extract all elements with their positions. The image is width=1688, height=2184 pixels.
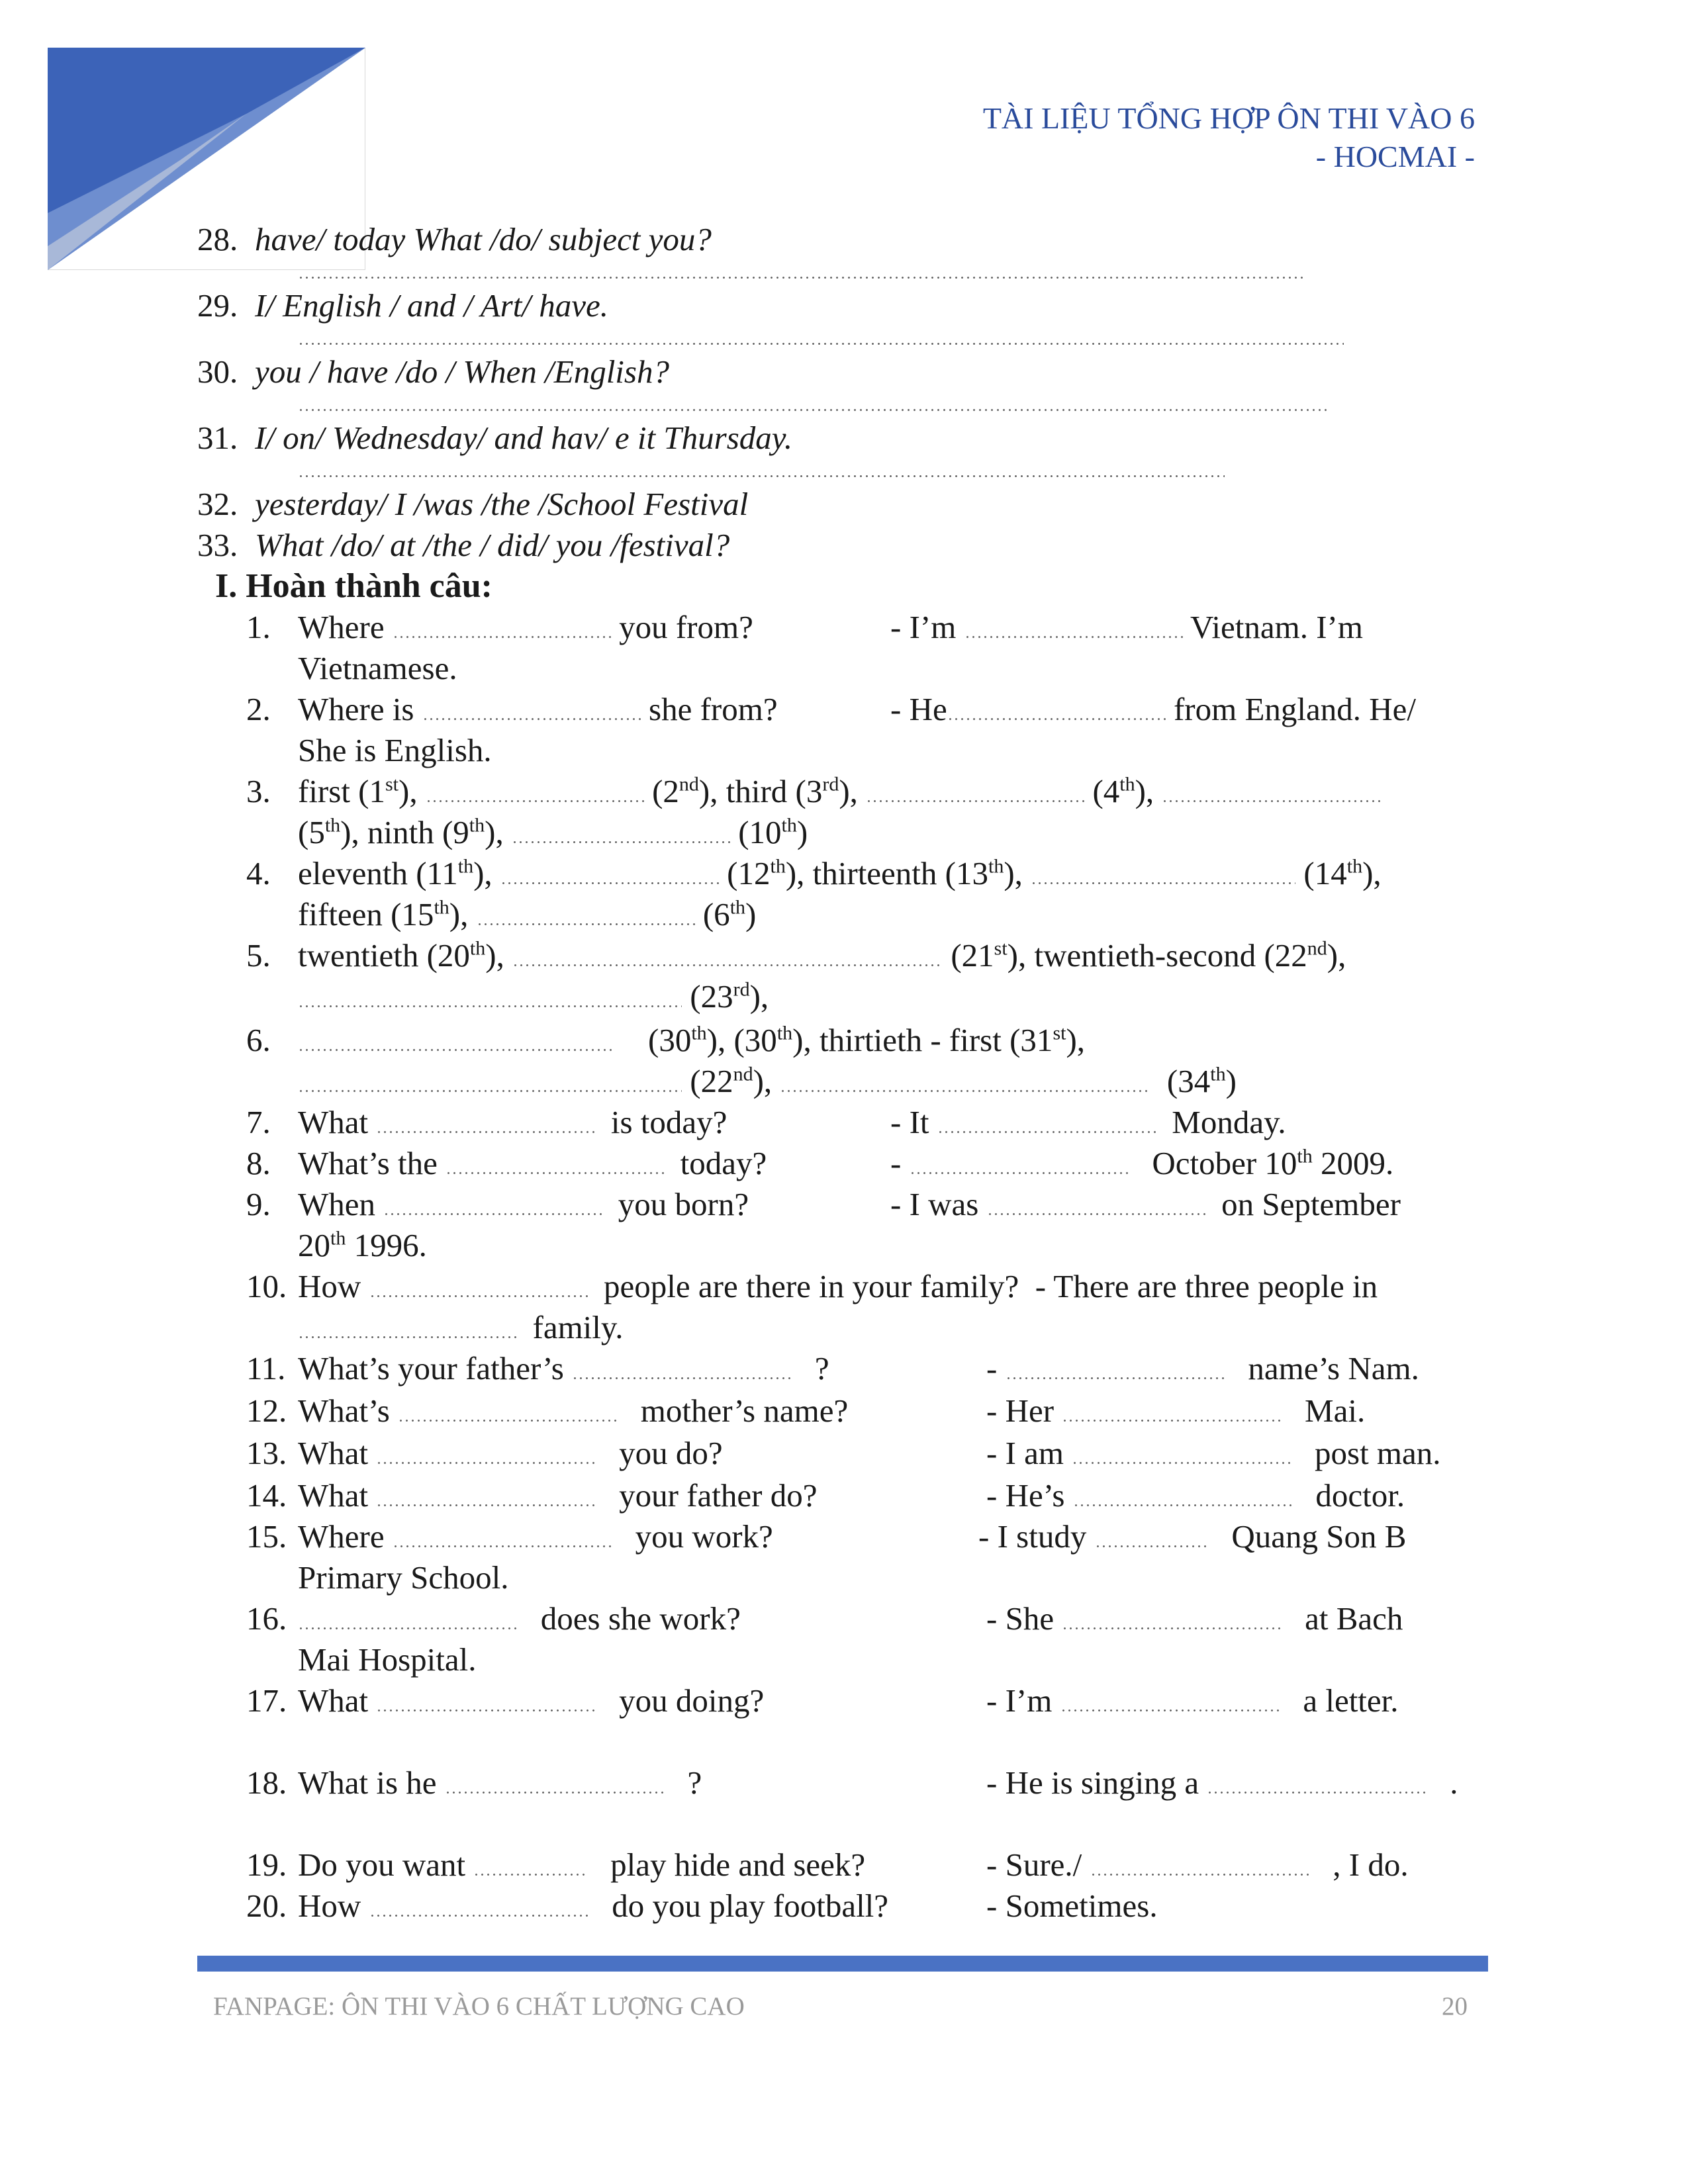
rewrite-prompt: yesterday/ I /was /the /School Festival [255, 486, 749, 522]
item-number: 31. [197, 420, 238, 456]
page-number: 20 [1442, 1992, 1468, 2021]
ordinal-line: (5th), ninth (9th), (10th) [298, 814, 808, 850]
answer-continuation: 20th 1996. [298, 1227, 427, 1263]
question: When you born? [298, 1186, 749, 1222]
blank[interactable] [937, 1131, 1156, 1133]
rewrite-prompt: I/ on/ Wednesday/ and hav/ e it Thursday. [255, 420, 793, 456]
question: What your father do? [298, 1477, 818, 1514]
answer: - I study Quang Son B [978, 1518, 1407, 1555]
answer-continuation: Mai Hospital. [298, 1641, 477, 1678]
item-number: 10. [246, 1268, 287, 1304]
answer: - He’s doctor. [986, 1477, 1405, 1514]
question: Where is she from? [298, 691, 778, 727]
item-number: 30. [197, 353, 238, 390]
answer: - I’m Vietnam. I’m [890, 609, 1363, 645]
blank[interactable] [477, 923, 695, 925]
question: What’s your father’s ? [298, 1350, 829, 1387]
blank[interactable] [1095, 1545, 1207, 1547]
ordinal-line: fifteen (15th), (6th) [298, 896, 757, 933]
question: How people are there in your family? - There are three people in [298, 1268, 1378, 1304]
question: does she work? [298, 1599, 741, 1639]
answer-line[interactable] [298, 343, 1344, 345]
item-number: 17. [246, 1682, 287, 1719]
blank[interactable] [987, 1213, 1205, 1215]
item-number: 5. [246, 937, 271, 974]
item-number: 7. [246, 1104, 271, 1140]
answer-continuation: She is English. [298, 732, 492, 768]
blank[interactable] [1162, 800, 1380, 802]
blank[interactable] [1072, 1462, 1290, 1464]
blank[interactable] [383, 1213, 602, 1215]
blank[interactable] [500, 882, 719, 884]
blank[interactable] [298, 1336, 516, 1338]
question: Where you work? [298, 1518, 773, 1555]
item-number: 1. [246, 609, 271, 645]
item-number: 19. [246, 1846, 287, 1883]
answer: - It Monday. [890, 1104, 1286, 1140]
answer: - October 10th 2009. [890, 1145, 1394, 1181]
blank[interactable] [512, 964, 943, 966]
item-number: 11. [246, 1350, 286, 1387]
rewrite-prompt: you / have /do / When /English? [255, 353, 669, 390]
footer-fanpage: FANPAGE: ÔN THI VÀO 6 CHẤT LƯỢNG CAO [213, 1992, 745, 2021]
answer: - I’m a letter. [986, 1682, 1399, 1719]
blank[interactable] [866, 800, 1084, 802]
answer-line[interactable] [298, 409, 1331, 411]
blank[interactable] [298, 1627, 516, 1629]
footer-bar [197, 1956, 1488, 1972]
blank[interactable] [393, 1545, 611, 1547]
blank[interactable] [1090, 1874, 1309, 1876]
blank[interactable] [376, 1131, 594, 1133]
ordinal-line: (30th), (30th), thirtieth - first (31st), [298, 1021, 1085, 1060]
answer-continuation: Vietnamese. [298, 650, 457, 686]
rewrite-prompt: What /do/ at /the / did/ you /festival? [255, 527, 730, 563]
item-number: 15. [246, 1518, 287, 1555]
question: What you do? [298, 1435, 723, 1471]
answer: - He is singing a . [986, 1764, 1458, 1801]
blank[interactable] [572, 1377, 790, 1379]
answer: - I was on September [890, 1186, 1401, 1222]
rewrite-prompt: have/ today What /do/ subject you? [255, 221, 712, 257]
answer: - name’s Nam. [986, 1350, 1419, 1387]
item-number: 6. [246, 1022, 271, 1058]
blank[interactable] [512, 841, 730, 843]
item-number: 2. [246, 691, 271, 727]
rewrite-prompt: I/ English / and / Art/ have. [255, 287, 608, 324]
blank[interactable] [298, 1005, 682, 1007]
ordinal-line: (23rd), [298, 977, 769, 1017]
document-header [983, 99, 1475, 176]
blank[interactable] [1006, 1377, 1224, 1379]
item-number: 29. [197, 287, 238, 324]
header-title: TÀI LIỆU TỔNG HỢP ÔN THI VÀO 6 [982, 101, 1475, 135]
blank[interactable] [398, 1420, 616, 1422]
blank[interactable] [780, 1090, 1150, 1092]
question: What’s the today? [298, 1145, 767, 1181]
blank[interactable] [445, 1792, 663, 1794]
blank[interactable] [298, 1090, 682, 1092]
answer: - I am post man. [986, 1435, 1441, 1471]
answer-line[interactable] [298, 475, 1225, 477]
answer-line[interactable] [298, 277, 1304, 279]
blank[interactable] [1062, 1627, 1280, 1629]
answer: - Sometimes. [986, 1888, 1158, 1924]
blank[interactable] [369, 1915, 588, 1917]
blank[interactable] [1207, 1792, 1425, 1794]
question: How do you play football? [298, 1888, 889, 1924]
blank[interactable] [1062, 1420, 1280, 1422]
item-number: 4. [246, 855, 271, 891]
blank[interactable] [376, 1504, 594, 1506]
blank[interactable] [947, 718, 1166, 720]
item-number: 20. [246, 1888, 287, 1924]
ordinal-line: (22nd), (34th) [298, 1062, 1237, 1101]
answer: - Her Mai. [986, 1392, 1366, 1429]
question: Do you want play hide and seek? [298, 1846, 866, 1883]
blank[interactable] [426, 800, 644, 802]
ordinal-line: twentieth (20th), (21st), twentieth-second (22nd), [298, 937, 1346, 974]
blank[interactable] [1031, 882, 1295, 884]
blank[interactable] [1060, 1709, 1279, 1711]
item-number: 3. [246, 773, 271, 809]
answer-continuation: family. [298, 1308, 623, 1347]
item-number: 13. [246, 1435, 287, 1471]
item-number: 9. [246, 1186, 271, 1222]
question: What is he ? [298, 1764, 702, 1801]
question: What you doing? [298, 1682, 765, 1719]
blank[interactable] [376, 1462, 594, 1464]
blank[interactable] [1073, 1504, 1291, 1506]
header-subtitle: - HOCMAI - [1315, 140, 1475, 173]
blank[interactable] [298, 1049, 616, 1051]
answer: - She at Bach [986, 1600, 1403, 1637]
blank[interactable] [422, 718, 641, 720]
question: Where you from? [298, 609, 753, 645]
item-number: 14. [246, 1477, 287, 1514]
blank[interactable] [369, 1295, 588, 1297]
blank[interactable] [393, 636, 611, 638]
question: What is today? [298, 1104, 727, 1140]
item-number: 16. [246, 1600, 287, 1637]
item-number: 18. [246, 1764, 287, 1801]
item-number: 12. [246, 1392, 287, 1429]
blank[interactable] [910, 1172, 1128, 1174]
answer: - He from England. He/ [890, 691, 1416, 727]
item-number: 8. [246, 1145, 271, 1181]
blank[interactable] [964, 636, 1183, 638]
ordinal-line: first (1st), (2nd), third (3rd), (4th), [298, 772, 1380, 811]
blank[interactable] [445, 1172, 664, 1174]
answer: - Sure./ , I do. [986, 1846, 1409, 1883]
item-number: 28. [197, 221, 238, 257]
blank[interactable] [376, 1709, 594, 1711]
question: What’s mother’s name? [298, 1392, 849, 1429]
answer-continuation: Primary School. [298, 1559, 509, 1596]
blank[interactable] [473, 1874, 586, 1876]
item-number: 33. [197, 527, 238, 563]
section-title: I. Hoàn thành câu: [215, 567, 492, 605]
item-number: 32. [197, 486, 238, 522]
ordinal-line: eleventh (11th), (12th), thirteenth (13th), (14th), [298, 855, 1382, 891]
